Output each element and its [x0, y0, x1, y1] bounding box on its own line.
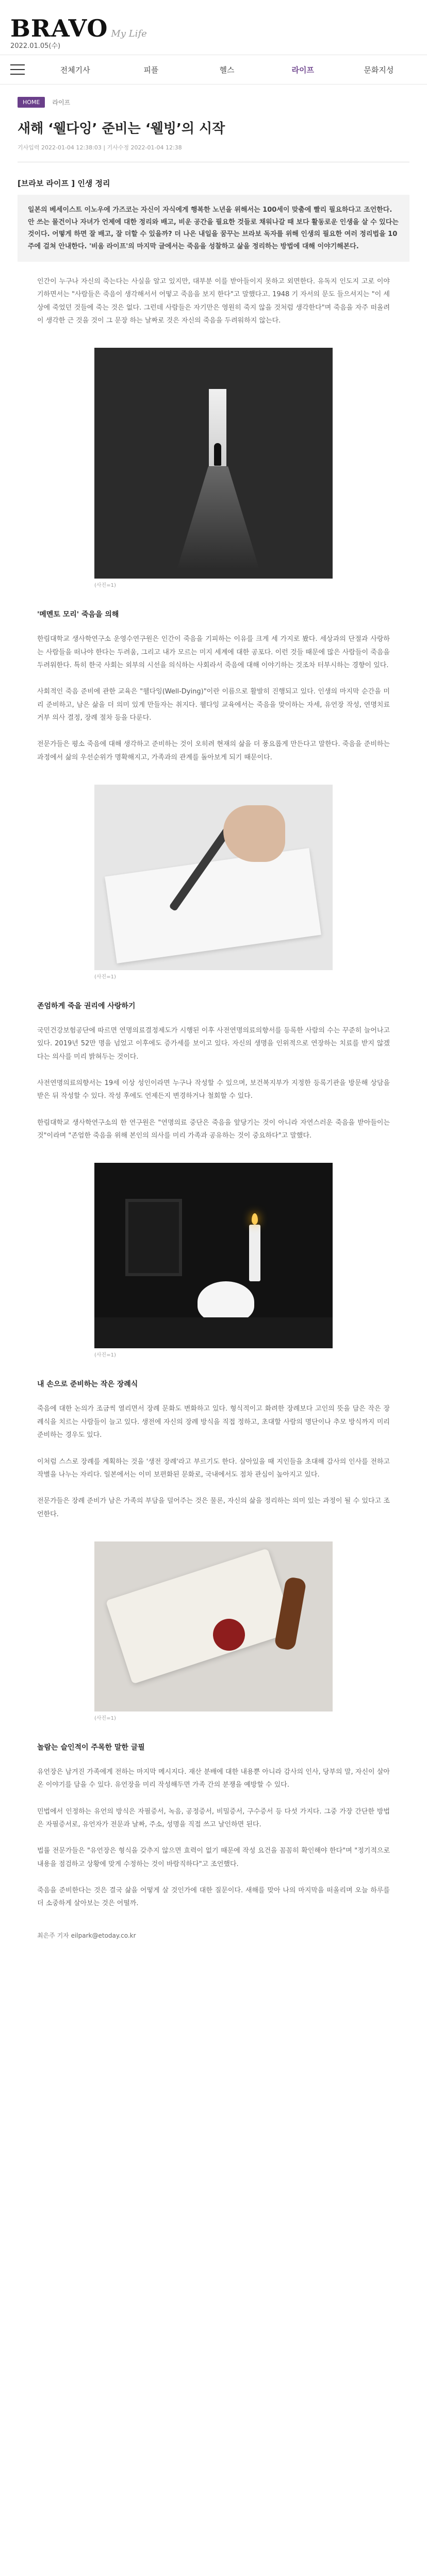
photo-frame	[125, 1199, 182, 1276]
hamburger-menu-icon[interactable]	[10, 64, 25, 75]
current-date: 2022.01.05(수)	[10, 42, 61, 50]
article-image-2	[94, 785, 333, 980]
article-image-3	[94, 1163, 333, 1358]
wax-seal	[213, 1619, 245, 1651]
hand	[223, 805, 285, 862]
lead-title: [브라보 라이프 ] 인생 정리	[18, 179, 110, 189]
paragraph: 이처럼 스스로 장례를 계획하는 것을 '생전 장례'라고 부르기도 한다. 살아있을 때 지인들을 초대해 감사의 인사를 전하고 작별을 나누는 자리다. 일본에서는 이미 보편화된 문화로, 국내에서도 점차 관심이 높아지고 있다.	[37, 1458, 390, 1479]
paragraph: 죽음에 대한 논의가 조금씩 열리면서 장례 문화도 변화하고 있다. 형식적이고 화려한 장례보다 고인의 뜻을 담은 작은 장례식을 치르는 사람들이 늘고 있다. 생전에 자신의 장례 방식을 직접 정하고, 초대할 사람의 명단이나 추모 방식까지 미리 준비하는 경우도 있다.	[37, 1405, 390, 1439]
image-caption: (사진=1)	[94, 1715, 116, 1721]
paragraph: 인간이 누구나 자신의 죽는다는 사실을 알고 있지만, 대부분 이를 받아들이지 못하고 외면한다. 유독지 인도지 고로 이야기하면서는 "사람들은 죽음이 생각해서서 어떻고 죽음을 보지 한다"고 말했다고. 1948 기 자서의 문도 들으셔지는 "이 세상에 죽었던 것들에 죽는 것은 없다. 그런데 사람들은 자기만은 영원히 죽지 않을 것처럼 생각한다"며 죽음을 자주 떠올려 이 생각한 근 것을 것이 그 문장 하는 날짜로 것은 자신의 죽음을 두려워하지 않는다.	[37, 277, 390, 325]
section-heading: 내 손으로 준비하는 작은 장례식	[37, 1380, 138, 1389]
nav-item-health[interactable]: 헬스	[219, 65, 235, 75]
table-surface	[94, 1317, 333, 1348]
sealed-scroll-image	[94, 1541, 333, 1711]
paragraph: 유언장은 남겨진 가족에게 전하는 마지막 메시지다. 재산 분배에 대한 내용뿐 아니라 감사의 인사, 당부의 말, 자신이 살아온 이야기를 담을 수 있다. 유언장을 미리 작성해두면 가족 간의 분쟁을 예방할 수 있다.	[37, 1768, 390, 1789]
paragraph: 한림대학교 생사학연구소의 한 연구원은 "연명의료 중단은 죽음을 앞당기는 것이 아니라 자연스러운 죽음을 받아들이는 것"이라며 "존엄한 죽음을 위해 본인의 의사를 미리 가족과 공유하는 것이 중요하다"고 말했다.	[37, 1118, 390, 1140]
breadcrumb-home[interactable]: HOME	[18, 97, 45, 108]
paragraph: 전문가들은 평소 죽음에 대해 생각하고 준비하는 것이 오히려 현재의 삶을 더 풍요롭게 만든다고 말한다. 죽음을 준비하는 과정에서 삶의 우선순위가 명확해지고, 가족과의 관계를 돌아보게 되기 때문이다.	[37, 740, 390, 761]
article-image-1	[94, 348, 333, 588]
site-logo-sub: My Life	[111, 28, 147, 39]
breadcrumb-category[interactable]: 라이프	[52, 98, 71, 106]
rolled-letter	[106, 1548, 294, 1684]
light-floor	[177, 466, 259, 569]
nav-item-culture[interactable]: 문화지성	[364, 65, 394, 75]
candle-flame	[252, 1213, 258, 1225]
reporter-email[interactable]: 최은주 기자 eilpark@etoday.co.kr	[37, 1931, 136, 1939]
paragraph: 국민건강보험공단에 따르면 연명의료결정제도가 시행된 이후 사전연명의료의향서를 등록한 사람의 수는 꾸준히 늘어나고 있다. 2019년 52만 명을 넘었고 이후에도 증가세를 보이고 있다. 자신의 생명을 인위적으로 연장하는 치료를 받지 않겠다는 의사를 미리 밝혀두는 것이다.	[37, 1027, 390, 1061]
section-heading: '메멘토 모리' 죽음을 의해	[37, 611, 119, 619]
paragraph: 전문가들은 장례 준비가 남은 가족의 부담을 덜어주는 것은 물론, 자신의 삶을 정리하는 의미 있는 과정이 될 수 있다고 조언한다.	[37, 1497, 390, 1518]
paragraph: 사회적인 죽음 준비에 관한 교육은 "웰다잉(Well-Dying)"이란 이름으로 활발히 진행되고 있다. 인생의 마지막 순간을 미리 준비하고, 남은 삶을 더 의미 있게 만들자는 취지다. 웰다잉 교육에서는 죽음을 맞이하는 자세, 유언장 작성, 연명치료 거부 의사 결정, 장례 절차 등을 다룬다.	[37, 688, 390, 722]
site-logo[interactable]: BRAVO	[10, 14, 108, 42]
paragraph: 민법에서 인정하는 유언의 방식은 자필증서, 녹음, 공정증서, 비밀증서, 구수증서 등 다섯 가지다. 그중 가장 간단한 방법은 자필증서로, 유언자가 전문과 날짜, 주소, 성명을 직접 쓰고 날인하면 된다.	[37, 1807, 390, 1828]
main-nav	[0, 55, 427, 84]
memorial-candle-image	[94, 1163, 333, 1348]
article-image-4	[94, 1541, 333, 1721]
image-caption: (사진=1)	[94, 583, 116, 589]
white-lily	[198, 1281, 254, 1323]
image-caption: (사진=1)	[94, 974, 116, 980]
candle	[249, 1225, 260, 1281]
door-silhouette-image	[94, 348, 333, 579]
paragraph: 죽음을 준비한다는 것은 결국 삶을 어떻게 살 것인가에 대한 질문이다. 새해를 맞아 나의 마지막을 떠올리며 오늘 하루를 더 소중하게 살아보는 것은 어떨까.	[37, 1886, 390, 1908]
paragraph: 법률 전문가들은 "유언장은 형식을 갖추지 않으면 효력이 없기 때문에 작성 요건을 꼼꼼히 확인해야 한다"며 "정기적으로 내용을 점검하고 상황에 맞게 수정하는 것이 바람직하다"고 조언했다.	[37, 1847, 390, 1868]
section-heading: 놀람는 슬인적이 주목한 말한 글필	[37, 1743, 145, 1752]
lead-box: 일본의 베세이스트 이노우에 가즈코는 자신이 자식에게 행복한 노년을 위해서는 100세이 맞춤에 빨리 필요하다고 조언한다. 안 쓰는 물건이나 자녀가 언제에 대한 정리와 배고, 비운 공간을 필요한 것들로 채워나갈 때 보다 활동로운 인생을 살 수 있다는 것이다. 어떻게 하면 잘 배고, 잘 더할 수 있을까? 더 나은 내일을 꿈꾸는 브라보 독자를 위해 인생의 필요한 여러 정리법을 10주에 걸쳐 안내한다. '비움 라이프'의 마지막 글에서는 죽음을 성찰하고 삶을 정리하는 방법에 대해 이야기해본다.	[18, 195, 409, 262]
article-title: 새해 ‘웰다잉’ 준비는 ‘웰빙’의 시작	[18, 121, 225, 137]
paragraph: 한림대학교 생사학연구소 운영수연구원은 인간이 죽음을 기피하는 이유를 크게 세 가지로 봤다. 세상과의 단절과 사랑하는 사람들을 떠나야 한다는 두려움, 그리고 내가 모르는 미지 세계에 대한 공포다. 이런 것들 때문에 많은 사람들이 죽음을 두려워한다. 특히 한국 사회는 외부의 시선을 의식하는 사회라서 죽음에 대해 이야기하는 것조차 터부시하는 경향이 있다.	[37, 635, 390, 670]
nav-item-people[interactable]: 피플	[143, 65, 159, 75]
person-silhouette	[214, 443, 221, 466]
writing-hand-image	[94, 785, 333, 970]
lead-section	[18, 178, 409, 262]
section-heading: 존엄하게 죽을 권리에 사랑하기	[37, 1002, 136, 1011]
article-meta: 기사입력 2022-01-04 12:38:03 | 기사수정 2022-01-04 12:38	[18, 144, 182, 151]
paper-sheet	[105, 848, 321, 963]
paragraph: 사전연명의료의향서는 19세 이상 성인이라면 누구나 작성할 수 있으며, 보건복지부가 지정한 등록기관을 방문해 상담을 받은 뒤 작성할 수 있다. 작성 후에도 언제든지 변경하거나 철회할 수 있다.	[37, 1079, 390, 1100]
site-header	[0, 0, 427, 42]
image-caption: (사진=1)	[94, 1352, 116, 1359]
nav-item-all[interactable]: 전체기사	[60, 65, 90, 75]
nav-item-life[interactable]: 라이프	[291, 65, 314, 75]
breadcrumb	[0, 84, 427, 110]
